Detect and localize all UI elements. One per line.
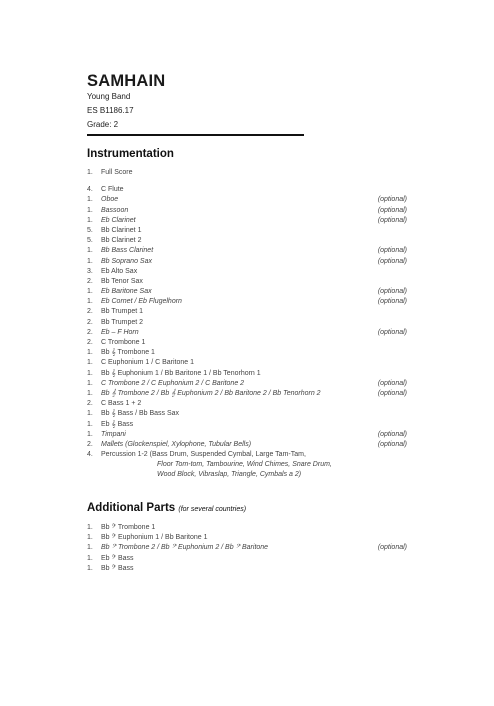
piece-title: SAMHAIN bbox=[87, 72, 166, 90]
part-name: Oboe bbox=[101, 196, 119, 204]
part-count: 1. bbox=[87, 359, 93, 367]
list-item bbox=[87, 267, 407, 277]
list-item bbox=[87, 430, 407, 440]
part-name: Bb 𝄞 Trombone 2 / Bb 𝄞 Euphonium 2 / Bb Baritone 2 / Bb Tenorhorn 2 bbox=[101, 389, 321, 397]
list-item bbox=[87, 236, 407, 246]
part-count: 1. bbox=[87, 349, 93, 357]
part-name: Bb Trumpet 2 bbox=[101, 318, 144, 326]
list-item bbox=[87, 389, 407, 399]
instrumentation-heading: Instrumentation bbox=[87, 148, 174, 160]
part-count: 1. bbox=[87, 534, 93, 542]
part-count: 1. bbox=[87, 216, 93, 224]
part-name: Bb 𝄞 Euphonium 1 / Bb Baritone 1 / Bb Tenorhorn 1 bbox=[101, 369, 261, 377]
list-item bbox=[87, 460, 407, 470]
part-name: Bb Bass Clarinet bbox=[101, 247, 154, 255]
list-item bbox=[87, 348, 407, 358]
list-item bbox=[87, 257, 407, 267]
part-count: 1. bbox=[87, 247, 93, 255]
part-name: C Trombone 2 / C Euphonium 2 / C Baritone 2 bbox=[101, 379, 245, 387]
part-count: 1. bbox=[87, 564, 93, 572]
part-name: Eb – F Horn bbox=[101, 328, 139, 336]
title-divider bbox=[87, 134, 304, 136]
optional-label: (optional) bbox=[377, 544, 407, 552]
part-count: 2. bbox=[87, 328, 93, 336]
part-name: Bb 𝄢 Trombone 2 / Bb 𝄢 Euphonium 2 / Bb 𝄢 Baritone bbox=[101, 544, 269, 552]
part-name: Eb Alto Sax bbox=[101, 267, 138, 275]
list-item bbox=[87, 543, 407, 553]
optional-label: (optional) bbox=[377, 288, 407, 296]
part-name: Timpani bbox=[101, 430, 126, 438]
list-item bbox=[87, 440, 407, 450]
additional-parts-list bbox=[87, 523, 407, 574]
list-item bbox=[87, 328, 407, 338]
part-count: 1. bbox=[87, 410, 93, 418]
part-name: Bb Clarinet 2 bbox=[101, 237, 142, 245]
list-item bbox=[87, 226, 407, 236]
part-name: C Bass 1 + 2 bbox=[101, 400, 142, 408]
list-item bbox=[87, 564, 407, 574]
part-name: Bb 𝄞 Bass / Bb Bass Sax bbox=[101, 410, 180, 418]
part-name: Full Score bbox=[101, 169, 133, 176]
part-count: 2. bbox=[87, 440, 93, 448]
list-item bbox=[87, 470, 407, 480]
part-count: 2. bbox=[87, 318, 93, 326]
part-name: C Trombone 1 bbox=[101, 339, 146, 346]
part-count: 1. bbox=[87, 257, 93, 265]
list-item bbox=[87, 206, 407, 216]
part-count: 1. bbox=[87, 369, 93, 377]
optional-label: (optional) bbox=[377, 298, 407, 306]
list-item bbox=[87, 409, 407, 419]
optional-label: (optional) bbox=[377, 379, 407, 387]
part-name: Mallets (Glockenspiel, Xylophone, Tubular Bells) bbox=[101, 440, 252, 448]
optional-label: (optional) bbox=[377, 328, 407, 336]
part-name-continued: Floor Tom-tom, Tambourine, Wind Chimes, Snare Drum, bbox=[157, 461, 332, 469]
list-item bbox=[87, 297, 407, 307]
list-item bbox=[87, 379, 407, 389]
part-name: C Flute bbox=[101, 186, 124, 194]
part-name: Eb Clarinet bbox=[101, 216, 136, 224]
part-count: 1. bbox=[87, 298, 93, 306]
optional-label: (optional) bbox=[377, 196, 407, 204]
part-name: Bb Trumpet 1 bbox=[101, 308, 144, 316]
list-item bbox=[87, 533, 407, 543]
part-count: 1. bbox=[87, 544, 93, 552]
part-count: 4. bbox=[87, 451, 93, 459]
list-item bbox=[87, 287, 407, 297]
part-count: 1. bbox=[87, 206, 93, 214]
part-count: 1. bbox=[87, 389, 93, 397]
part-count: 1. bbox=[87, 524, 93, 531]
catalog-number: ES B1186.17 bbox=[87, 106, 134, 115]
optional-label: (optional) bbox=[377, 247, 407, 255]
part-name: Bassoon bbox=[101, 206, 129, 214]
list-item bbox=[87, 246, 407, 256]
part-count: 1. bbox=[87, 430, 93, 438]
part-name: Bb 𝄢 Trombone 1 bbox=[101, 524, 156, 531]
list-item bbox=[87, 554, 407, 564]
list-item bbox=[87, 185, 407, 195]
additional-parts-note: (for several countries) bbox=[178, 506, 247, 513]
part-count: 3. bbox=[87, 267, 93, 275]
ensemble-label: Young Band bbox=[87, 92, 131, 101]
part-name-continued: Wood Block, Vibraslap, Triangle, Cymbals a 2) bbox=[157, 471, 302, 479]
part-name: Eb Baritone Sax bbox=[101, 288, 152, 296]
optional-label: (optional) bbox=[377, 389, 407, 397]
list-item bbox=[87, 399, 407, 409]
optional-label: (optional) bbox=[377, 216, 407, 224]
list-spacer bbox=[87, 178, 407, 185]
part-count: 1. bbox=[87, 420, 93, 428]
part-name: Bb 𝄢 Bass bbox=[101, 564, 134, 572]
optional-label: (optional) bbox=[377, 430, 407, 438]
list-item bbox=[87, 307, 407, 317]
grade-label: Grade: 2 bbox=[87, 120, 119, 129]
part-count: 2. bbox=[87, 308, 93, 316]
list-item bbox=[87, 338, 407, 348]
list-item bbox=[87, 450, 407, 460]
optional-label: (optional) bbox=[377, 257, 407, 265]
part-name: Percussion 1-2 (Bass Drum, Suspended Cymbal, Large Tam-Tam, bbox=[101, 451, 306, 459]
part-name: C Euphonium 1 / C Baritone 1 bbox=[101, 359, 194, 367]
part-name: Bb Tenor Sax bbox=[101, 277, 143, 285]
list-item bbox=[87, 216, 407, 226]
list-item bbox=[87, 168, 407, 178]
list-item bbox=[87, 277, 407, 287]
part-name: Bb 𝄢 Euphonium 1 / Bb Baritone 1 bbox=[101, 534, 208, 542]
part-count: 1. bbox=[87, 196, 93, 204]
list-item bbox=[87, 358, 407, 368]
part-count: 2. bbox=[87, 339, 93, 346]
optional-label: (optional) bbox=[377, 440, 407, 448]
part-name: Bb Clarinet 1 bbox=[101, 226, 142, 234]
part-count: 1. bbox=[87, 169, 93, 176]
part-name: Eb Cornet / Eb Flugelhorn bbox=[101, 298, 182, 306]
optional-label: (optional) bbox=[377, 206, 407, 214]
list-item bbox=[87, 369, 407, 379]
instrumentation-list bbox=[87, 168, 407, 481]
part-name: Eb 𝄞 Bass bbox=[101, 420, 134, 428]
list-item bbox=[87, 318, 407, 328]
part-count: 1. bbox=[87, 379, 93, 387]
part-count: 5. bbox=[87, 226, 93, 234]
part-count: 4. bbox=[87, 186, 93, 194]
part-count: 1. bbox=[87, 288, 93, 296]
list-item bbox=[87, 523, 407, 533]
part-count: 2. bbox=[87, 400, 93, 408]
list-item bbox=[87, 195, 407, 205]
part-name: Bb 𝄞 Trombone 1 bbox=[101, 349, 155, 357]
part-name: Bb Soprano Sax bbox=[101, 257, 152, 265]
additional-parts-heading bbox=[87, 502, 246, 514]
list-item bbox=[87, 420, 407, 430]
part-count: 1. bbox=[87, 554, 93, 562]
additional-parts-title: Additional Parts bbox=[87, 502, 176, 514]
part-name: Eb 𝄢 Bass bbox=[101, 554, 134, 562]
part-count: 5. bbox=[87, 237, 93, 245]
part-count: 2. bbox=[87, 277, 93, 285]
